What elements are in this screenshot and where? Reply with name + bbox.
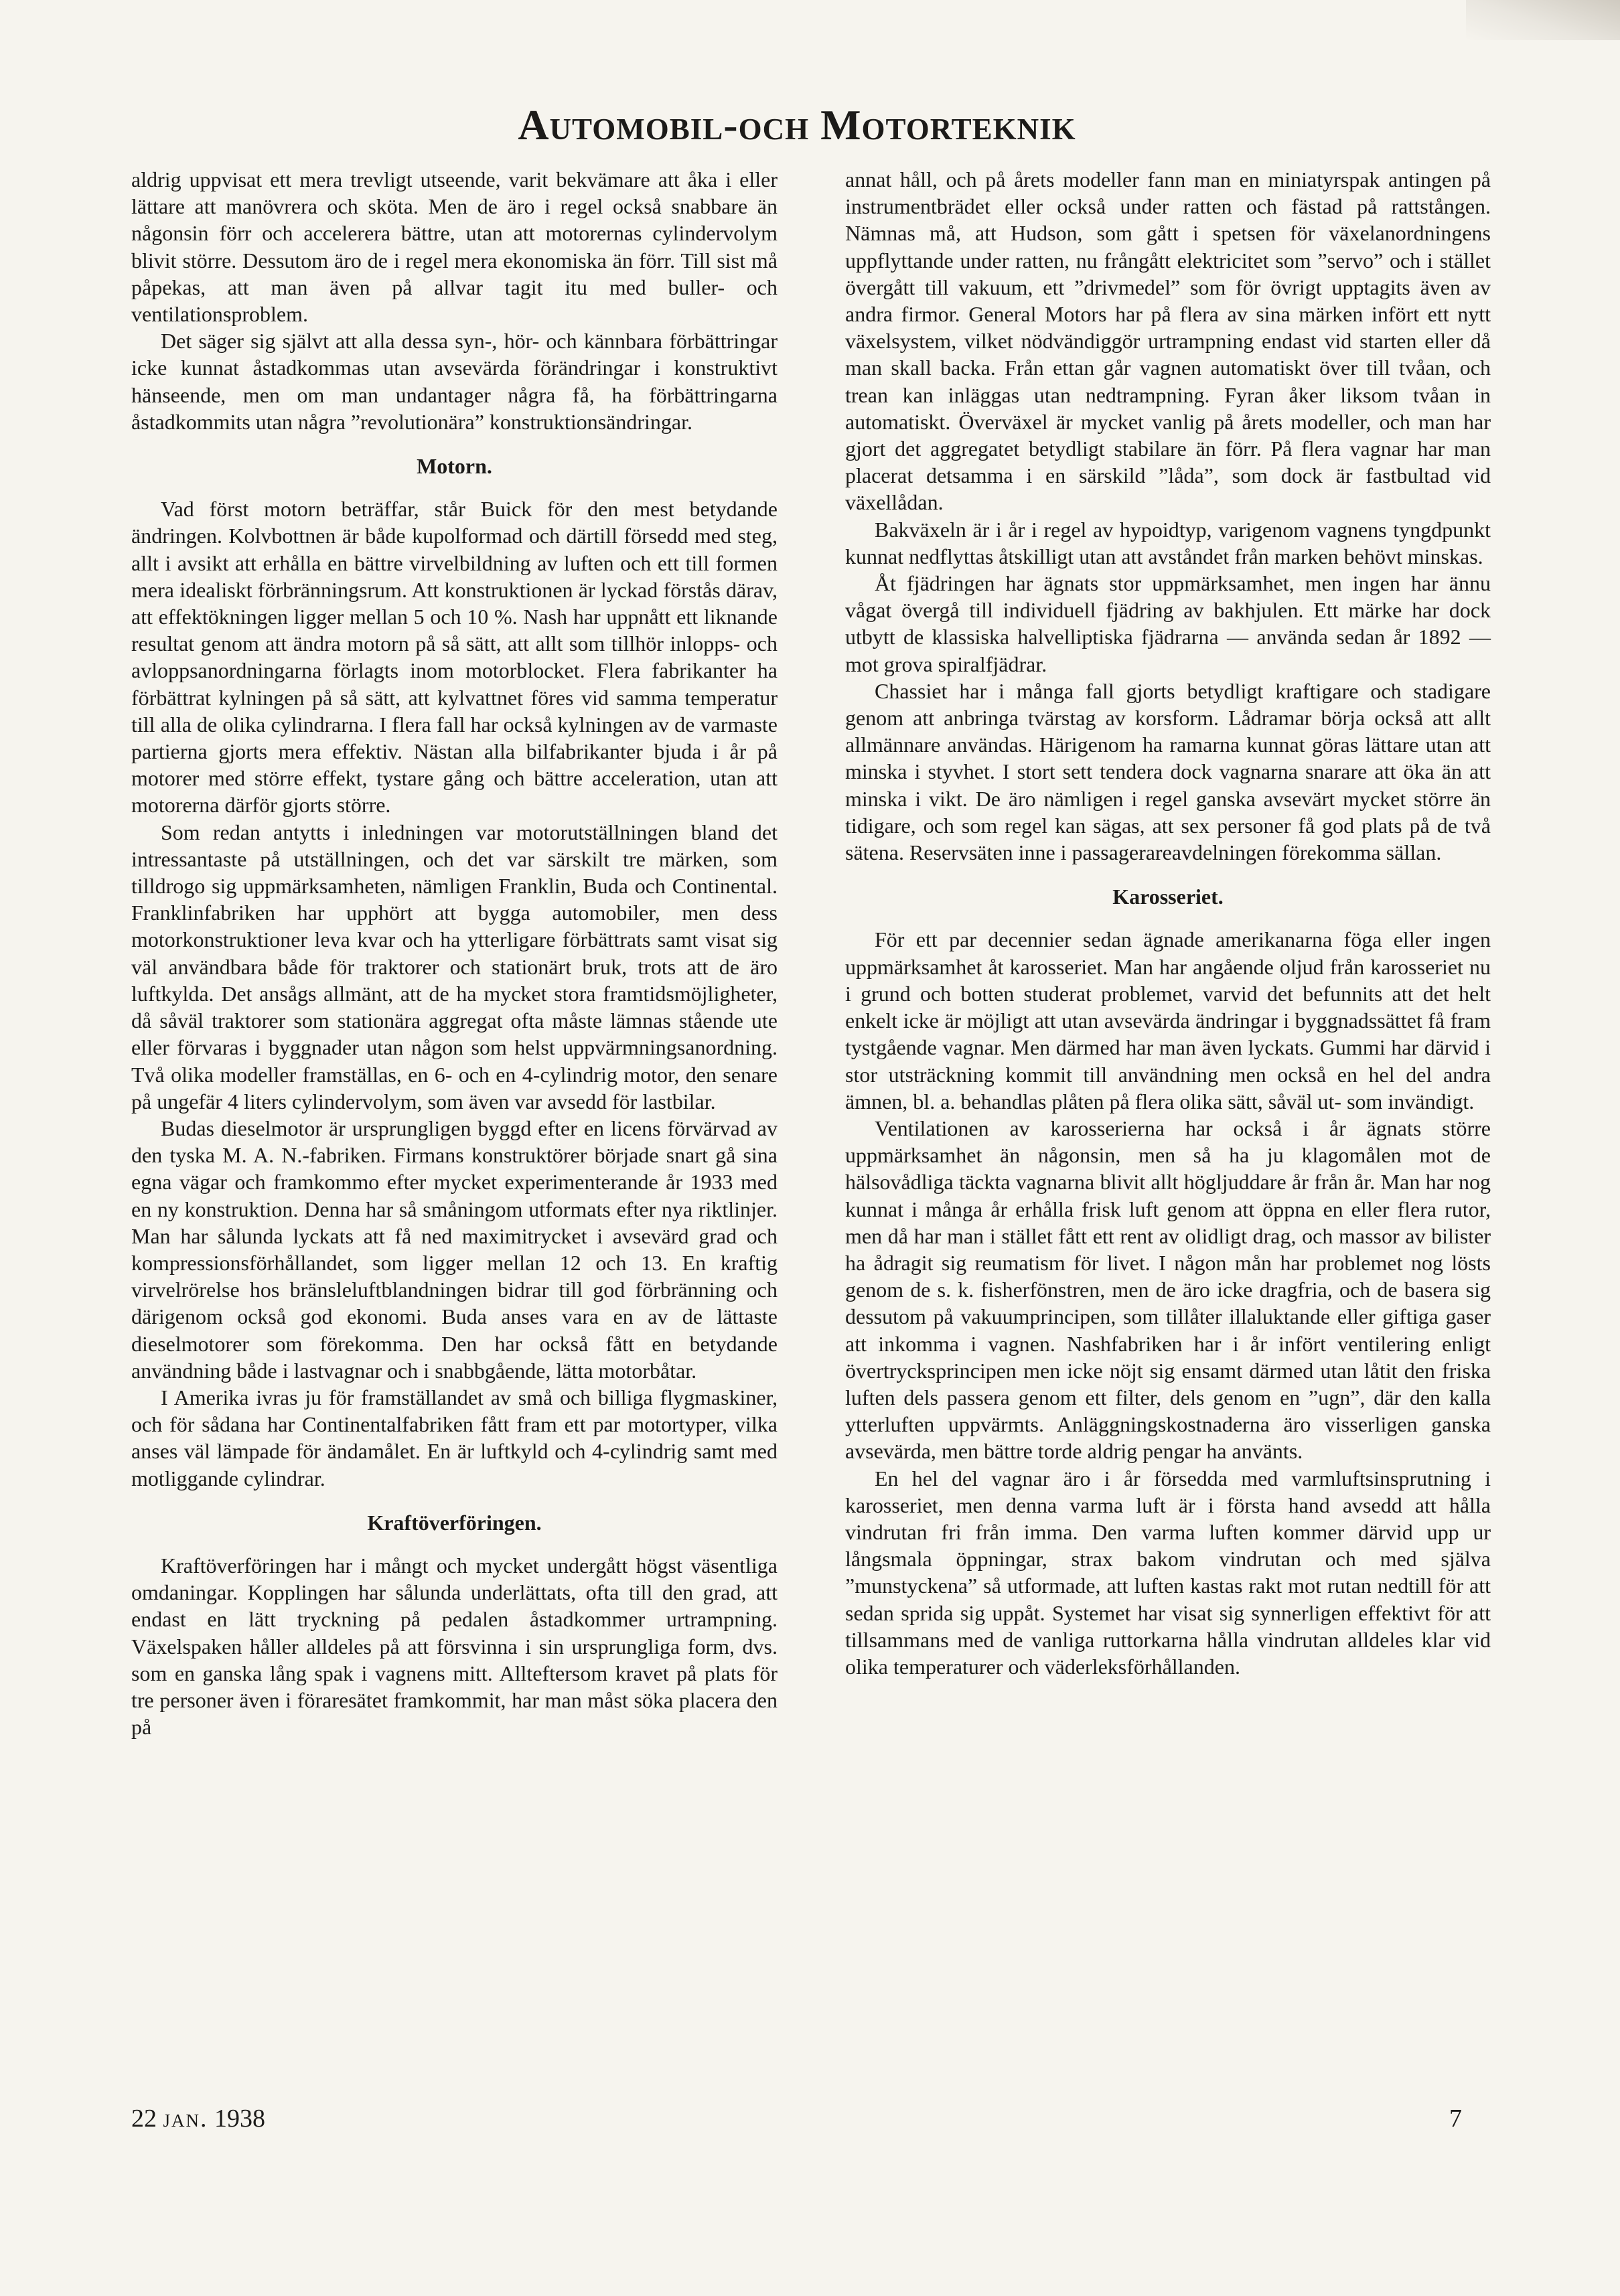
paragraph: För ett par decennier sedan ägnade amerikanarna föga eller ingen uppmärksamhet åt karosseriet. Man har angående oljud från karosseriet nu i grund och botten studerat problemet, varvid det befunnits att det helt enkelt icke är möjligt att utan avsevärda ändringar i byggnadssättet få fram tystgående vagnar. Men därmed har man även lyckats. Gummi har därvid i stor utsträckning kommit till användning men också en hel del andra ämnen, bl. a. behandlas plåten på flera olika sätt, såväl ut- som invändigt. <box>845 927 1491 1114</box>
paragraph: Åt fjädringen har ägnats stor uppmärksamhet, men ingen har ännu vågat övergå till individuell fjädring av bakhjulen. Ett märke har dock utbytt de klassiska halvelliptiska fjädrarna — använda sedan år 1892 — mot grova spiralfjädrar. <box>845 571 1491 676</box>
issue-day: 22 <box>131 2104 157 2133</box>
section-heading-kraftoverforingen: Kraftöverföringen. <box>367 1510 542 1535</box>
right-column <box>845 166 1491 1680</box>
issue-date <box>131 2104 265 2133</box>
page-number: 7 <box>1449 2104 1462 2133</box>
paragraph: Vad först motorn beträffar, står Buick för den mest betydande ändringen. Kolvbottnen är både kupolformad och därtill försedd med steg, allt i avsikt att erhålla en bättre virvelbildning av luften och ett till formen mera idealiskt förbränningsrum. Att konstruktionen är lyckad förstås därav, att effektökningen ligger mellan 5 och 10 %. Nash har uppnått ett liknande resultat genom att ändra motorn på så sätt, att allt som tillhör inlopps- och avloppsanordningarna förlagts inom motorblocket. Flera fabrikanter ha förbättrat kylningen på så sätt, att kylvattnet föres vid samma temperatur till alla de olika cylindrarna. I flera fall har också kylningen av de varmaste partierna gjorts mera effektiv. Nästan alla bilfabrikanter bjuda i år på motorer med större effekt, tystare gång och bättre acceleration, utan att motorerna därför gjorts större. <box>131 497 778 818</box>
section-heading-karosseriet: Karosseriet. <box>1112 885 1224 909</box>
paragraph: Bakväxeln är i år i regel av hypoidtyp, varigenom vagnens tyngdpunkt kunnat nedflyttas åtskilligt utan att avståndet från marken behövt minskas. <box>845 517 1491 568</box>
paragraph: I Amerika ivras ju för framställandet av små och billiga flygmaskiner, och för sådana har Continentalfabriken fått fram ett par motortyper, vilka anses väl lämpade för ändamålet. En är luftkyld och 4-cylindrig samt med motliggande cylindrar. <box>131 1385 778 1490</box>
paragraph: Det säger sig självt att alla dessa syn-, hör- och kännbara förbättringar icke kunnat åstadkommas utan avsevärda förändringar i konstruktivt hänseende, men om man undantager några få, ha förbättringarna åstadkommits utan några ”revolutionära” konstruktionsändringar. <box>131 329 778 434</box>
paragraph: En hel del vagnar äro i år försedda med varmluftsinsprutning i karosseriet, men denna varma luft är i första hand avsedd att hålla vindrutan fri från imma. Den varma luften kommer därvid upp ur långsmala öppningar, strax bakom vindrutan och med själva ”munstyckena” så utformade, att luften kastas rakt mot rutan nedtill för att sedan sprida sig uppåt. Systemet har visat sig synnerligen effektivt för att tillsammans med de vanliga ruttorkarna hålla vindrutan alldeles klar vid olika temperaturer och väderleksförhållanden. <box>845 1466 1491 1679</box>
paragraph: Kraftöverföringen har i mångt och mycket undergått högst väsentliga omdaningar. Kopplingen har sålunda underlättats, ofta till den grad, att endast en lätt tryckning på pedalen åstadkommer urtrampning. Växelspaken håller alldeles på att försvinna i sin ursprungliga form, dvs. som en ganska lång spak i vagnens mitt. Allteftersom kravet på plats för tre personer även i föraresätet framkommit, har man måst söka placera den på <box>131 1553 778 1740</box>
paragraph: Som redan antytts i inledningen var motorutställningen bland det intressantaste på utställningen, och det var särskilt tre märken, som tilldrogo sig uppmärksamheten, nämligen Franklin, Buda och Continental. Franklinfabriken har upphört att bygga automobiler, men dess motorkonstruktioner leva kvar och ha ytterligare förbättrats samt visat sig väl användbara både för traktorer och stationärt bruk, trots att de äro luftkylda. Det ansågs allmänt, att de ha mycket stora framtidsmöjligheter, då såväl traktorer som stationära aggregat ofta måste lämnas stående ute eller förvaras i byggnader utan någon som helst uppvärmningsanordning. Två olika modeller framställas, en 6- och en 4-cylindrig motor, den senare på ungefär 4 liters cylindervolym, som även var avsedd för lastbilar. <box>131 820 778 1114</box>
paragraph: Budas dieselmotor är ursprungligen byggd efter en licens förvärvad av den tyska M. A. N.-fabriken. Firmans konstruktörer började snart gå sina egna vägar och framkommo efter mycket experimenterande år 1933 med en ny konstruktion. Denna har så småningom utformats efter nya riktlinjer. Man har sålunda lyckats att få ned maximitrycket i avsevärd grad och kompressionsförhållandet, som ligger mellan 12 och 13. En kraftig virvelrörelse hos bränsleluftblandningen bidrar till god förbränning och därigenom också god ekonomi. Buda anses vara en av de lättaste dieselmotorer som förekomma. Den har också fått en betydande användning både i lastvagnar och i snabbgående, lätta motorbåtar. <box>131 1116 778 1383</box>
issue-month: jan. <box>163 2104 208 2133</box>
page-header-title: Automobil-och Motorteknik <box>518 101 1076 149</box>
section-heading-motorn: Motorn. <box>417 454 492 479</box>
issue-year: 1938 <box>214 2104 266 2133</box>
left-column <box>131 166 778 1740</box>
paragraph: Chassiet har i många fall gjorts betydligt kraftigare och stadigare genom att anbringa tvärstag av korsform. Lådramar börja också att allt allmännare användas. Härigenom ha ramarna kunnat göras lättare utan att minska i styvhet. I stort sett tendera dock vagnarna snarare att öka än att minska i vikt. De äro nämligen i regel ganska avsevärt mycket större än tidigare, och som regel kan sägas, att sex personer få god plats på de två sätena. Reservsäten inne i passagerareavdelningen förekomma sällan. <box>845 678 1491 865</box>
paragraph: Ventilationen av karosserierna har också i år ägnats större uppmärksamhet än någonsin, men så ha ju klagomålen mot de hälsovådliga täckta vagnarna blivit allt högljuddare år från år. Man har nog kunnat i många år erhålla frisk luft genom att öppna en eller flera rutor, men då har man i stället fått ett rent av olidligt drag, och massor av bilister ha ådragit sig reumatism för livet. I någon mån har problemet nog lösts genom de s. k. fisherfönstren, men de äro icke dragfria, och de basera sig dessutom på vakuumprincipen, som tillåter illaluktande eller giftiga gaser att inkomma i vagnen. Nashfabriken har i år infört ventilering enligt övertrycksprincipen men icke nöjt sig ensamt därmed utan låtit den friska luften dels passera genom ett filter, dels genom en ”ugn”, där den kalla ytterluften uppvärmts. Anläggningskostnaderna äro visserligen ganska avsevärda, men bättre torde aldrig pengar ha använts. <box>845 1116 1491 1464</box>
paragraph: aldrig uppvisat ett mera trevligt utseende, varit bekvämare att åka i eller lättare att manövrera och sköta. Men de äro i regel också snabbare än någonsin förr och accelerera bättre, utan att motorernas cylindervolym blivit större. Dessutom äro de i regel mera ekonomiska än förr. Till sist må påpekas, att man även på allvar tagit itu med buller- och ventilationsproblem. <box>131 167 778 327</box>
paragraph: annat håll, och på årets modeller fann man en miniatyrspak antingen på instrumentbrädet eller också under ratten och fästad på rattstången. Nämnas må, att Hudson, som gått i spetsen för växelanordningens uppflyttande under ratten, nu frångått elektricitet som ”servo” och i stället övergått till vakuum, ett ”drivmedel” som för övrigt upptagits även av andra firmor. General Motors har på flera av sina märken infört ett nytt växelsystem, vilket nödvändiggör urtrampning endast vid starten eller då man skall backa. Från ettan går vagnen automatiskt över till tvåan, och trean kan inläggas utan nedtrampning. Fyran åker liksom tvåan in automatiskt. Överväxel är mycket vanlig på årets modeller, och man har gjort det aggregatet betydligt stabilare än förr. På flera vagnar har man placerat detsamma i en särskild ”låda”, som dock är fastbultad vid växellådan. <box>845 167 1491 515</box>
